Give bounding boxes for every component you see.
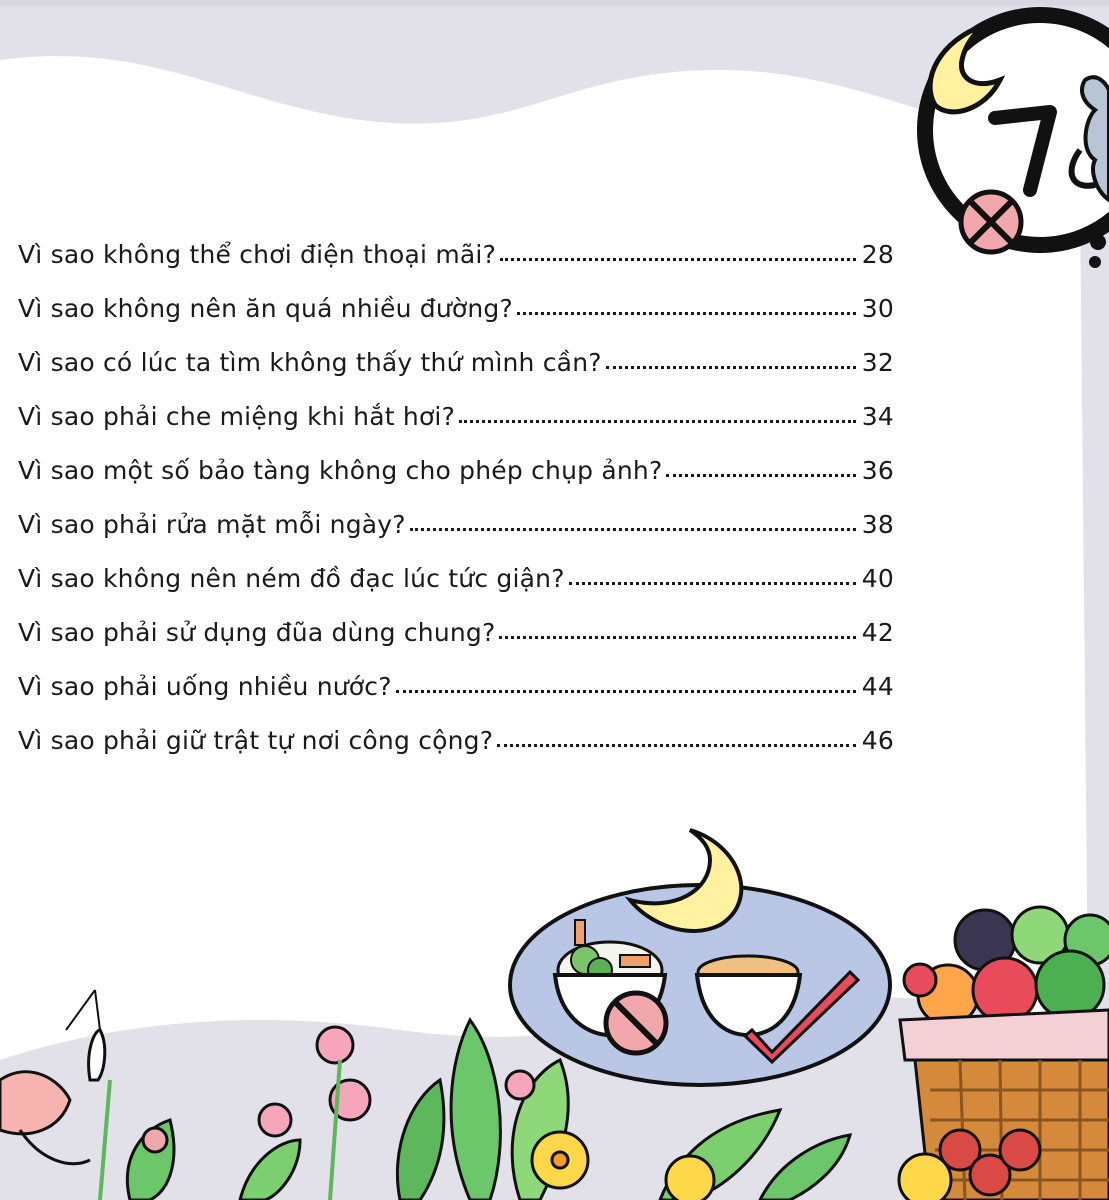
toc-leader-dots	[497, 744, 856, 747]
toc-entry[interactable]	[18, 510, 894, 564]
toc-leader-dots	[666, 474, 856, 477]
toc-entry-page: 36	[861, 456, 894, 485]
toc-entry[interactable]	[18, 348, 894, 402]
crescent-moon-icon	[630, 830, 741, 931]
fruit-basket	[899, 907, 1109, 1200]
no-sign-icon	[961, 192, 1021, 252]
toc-leader-dots	[396, 690, 856, 693]
toc-entry-page: 44	[861, 672, 894, 701]
toc-entry-title: Vì sao phải sử dụng đũa dùng chung?	[18, 618, 496, 647]
toc-entry[interactable]	[18, 564, 894, 618]
toc-entry[interactable]	[18, 402, 894, 456]
toc-leader-dots	[459, 420, 856, 423]
toc-entry[interactable]	[18, 726, 894, 780]
toc-entry-title: Vì sao có lúc ta tìm không thấy thứ mình cần?	[18, 348, 602, 377]
toc-entry-page: 30	[861, 294, 894, 323]
toc-entry-page: 28	[861, 240, 894, 269]
toc-entry-page: 46	[861, 726, 894, 755]
toc-entry-title: Vì sao không nên ném đồ đạc lúc tức giận?	[18, 564, 565, 593]
toc-leader-dots	[606, 366, 856, 369]
toc-entry-title: Vì sao không nên ăn quá nhiều đường?	[18, 294, 513, 323]
toc-leader-dots	[410, 528, 856, 531]
toc-entry[interactable]	[18, 618, 894, 672]
toc-entry-title: Vì sao phải rửa mặt mỗi ngày?	[18, 510, 406, 539]
toc-entry-title: Vì sao phải che miệng khi hắt hơi?	[18, 402, 456, 431]
toc-entry[interactable]	[18, 240, 894, 294]
toc-leader-dots	[500, 258, 856, 261]
toc-leader-dots	[499, 636, 856, 639]
toc-leader-dots	[517, 312, 856, 315]
toc-entry-title: Vì sao phải uống nhiều nước?	[18, 672, 392, 701]
toc-entry-page: 42	[861, 618, 894, 647]
toc-entry[interactable]	[18, 294, 894, 348]
toc-leader-dots	[569, 582, 856, 585]
table-of-contents	[18, 240, 894, 780]
toc-entry-page: 32	[861, 348, 894, 377]
toc-entry-title: Vì sao một số bảo tàng không cho phép chụp ảnh?	[18, 456, 663, 485]
toc-entry-title: Vì sao phải giữ trật tự nơi công cộng?	[18, 726, 494, 755]
toc-entry[interactable]	[18, 672, 894, 726]
no-sign-icon	[606, 993, 666, 1053]
toc-entry-page: 38	[861, 510, 894, 539]
toc-entry-page: 34	[861, 402, 894, 431]
toc-entry-title: Vì sao không thể chơi điện thoại mãi?	[18, 240, 497, 269]
toc-entry[interactable]	[18, 456, 894, 510]
toc-entry-page: 40	[861, 564, 894, 593]
